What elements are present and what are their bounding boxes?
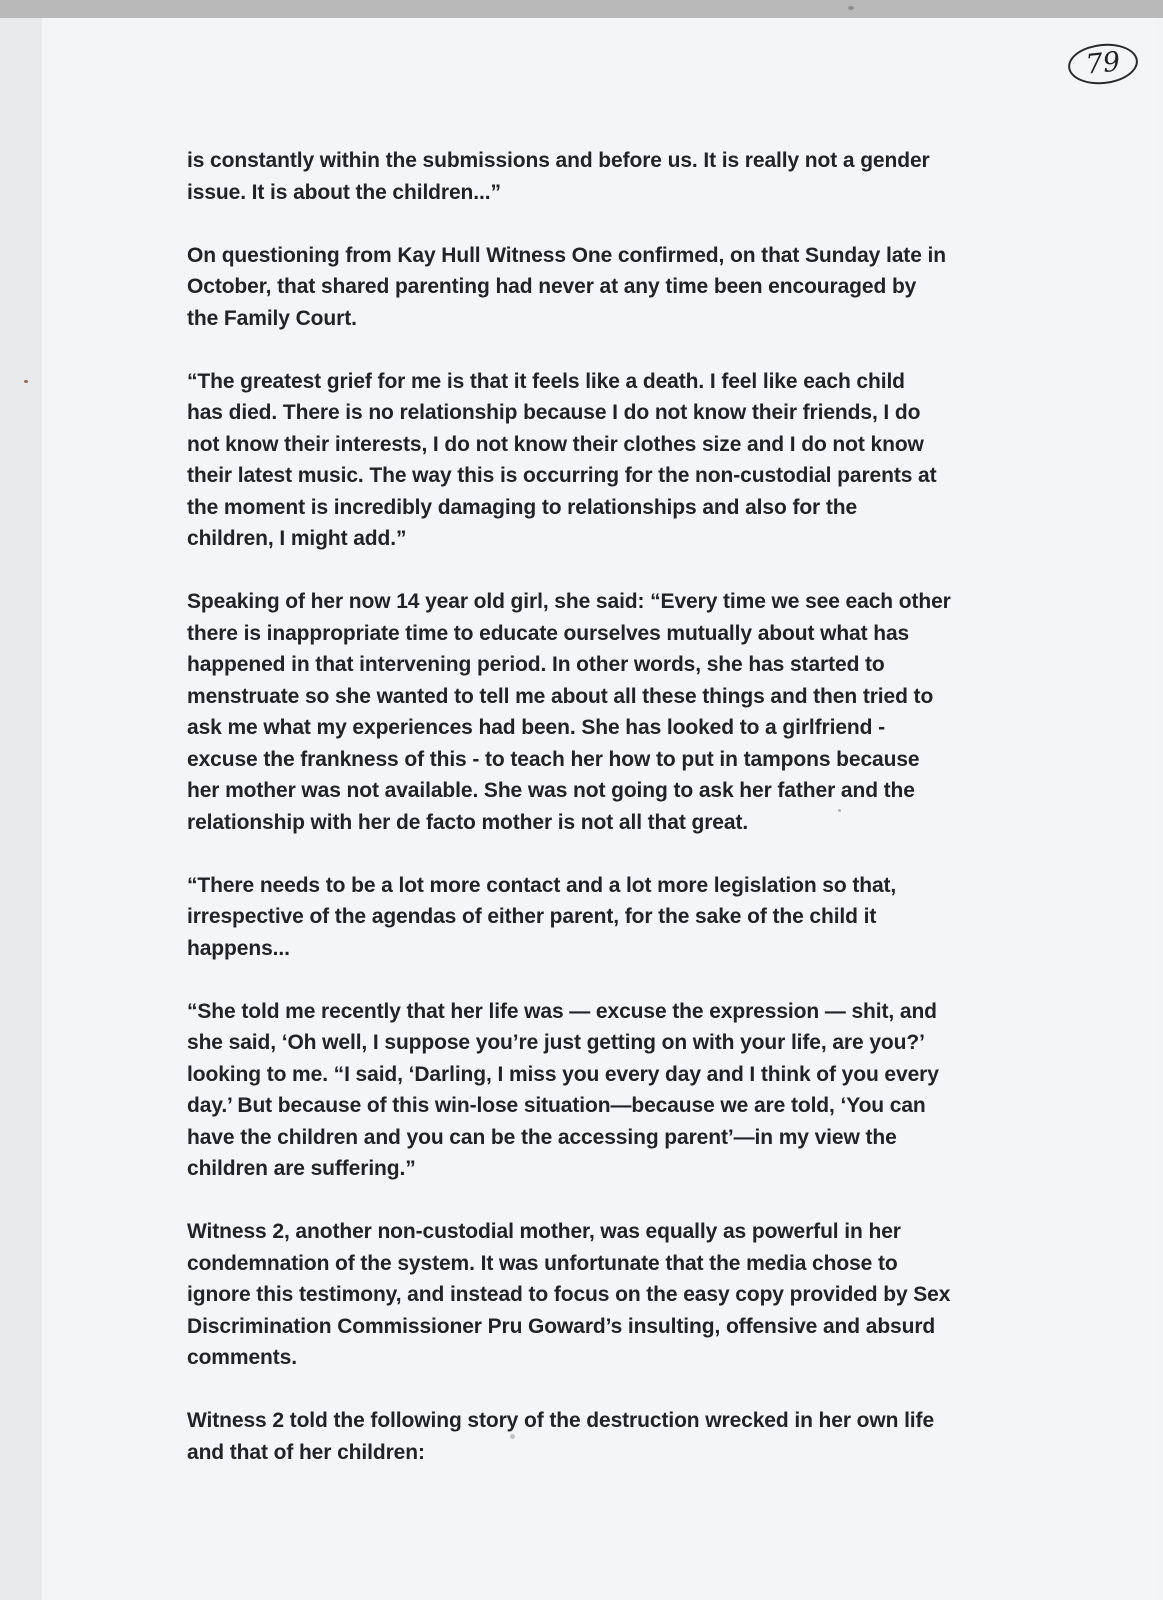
handwritten-page-number: 79: [1066, 40, 1140, 87]
paragraph: “She told me recently that her life was — excuse the expression — shit, and she said, ‘Oh well, I suppose you’re just getting on with your life, are you?’ looking to me. “I said, ‘Darling, I miss you every day and I think of you every day.’ But because of this win-lose situation—because we are told, ‘You can have the children and you can be the accessing parent’—in my view the children are suffering.”: [187, 999, 939, 1180]
scan-speck: [838, 809, 841, 812]
paragraph: On questioning from Kay Hull Witness One confirmed, on that Sunday late in October, that shared parenting had never at any time been encouraged by the Family Court.: [187, 243, 946, 330]
document-body: [187, 145, 1022, 1500]
paragraph: Witness 2 told the following story of the destruction wrecked in her own life and that of her children:: [187, 1409, 935, 1464]
scan-speck: [848, 6, 854, 10]
scan-left-edge: [0, 18, 42, 1600]
paragraph: “The greatest grief for me is that it feels like a death. I feel like each child has died. There is no relationship because I do not know their friends, I do not know their interests, I do not know their clothes size and I do not know their latest music. The way this is occurring for the non-custodial parents at the moment is incredibly damaging to relationships and also for the children, I might add.”: [187, 369, 937, 550]
paragraph: “There needs to be a lot more contact and a lot more legislation so that, irrespective of the agendas of either parent, for the sake of the child it happens...: [187, 873, 897, 960]
scan-speck: [24, 380, 28, 383]
scan-speck: [510, 1434, 515, 1439]
paragraph: is constantly within the submissions and before us. It is really not a gender issue. It is about the children...”: [187, 149, 930, 204]
scan-top-edge: [0, 0, 1163, 18]
paragraph: Witness 2, another non-custodial mother, was equally as powerful in her condemnation of the system. It was unfortunate that the media chose to ignore this testimony, and instead to focus on the easy copy provided by Sex Discrimination Commissioner Pru Goward’s insulting, offensive and absurd comments.: [187, 1220, 951, 1369]
paragraph: Speaking of her now 14 year old girl, she said: “Every time we see each other there is inappropriate time to educate ourselves mutually about what has happened in that intervening period. In other words, she has started to menstruate so she wanted to tell me about all these things and then tried to ask me what my experiences had been. She has looked to a girlfriend - excuse the frankness of this - to teach her how to put in tampons because her mother was not available. She was not going to ask her father and the relationship with her de facto mother is not all that great.: [187, 590, 951, 834]
